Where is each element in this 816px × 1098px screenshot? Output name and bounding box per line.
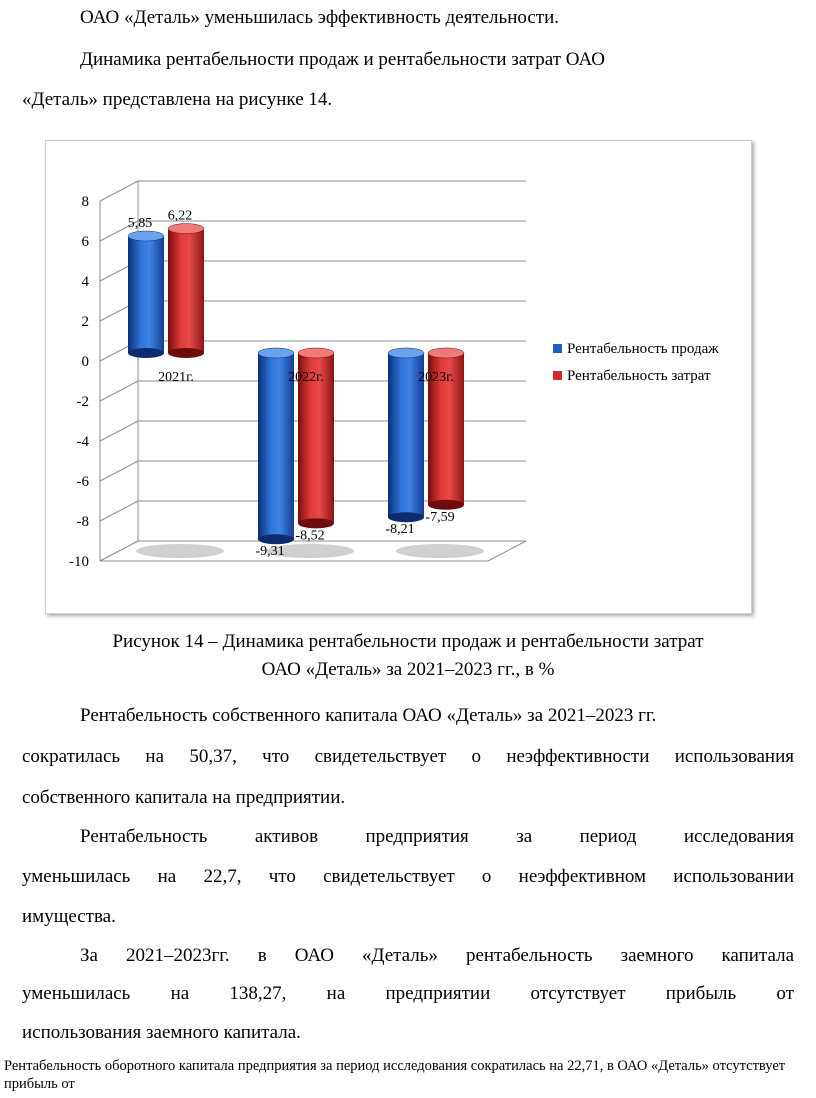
y-tick-label: -10 xyxy=(69,554,89,570)
text-line-3: «Деталь» представлена на рисунке 14. xyxy=(22,89,333,110)
footer-text: Рентабельность оборотного капитала предприятия за период исследования сократилась на 22,71, в ОАО «Деталь» отсутствует прибыль от xyxy=(4,1058,786,1092)
p3-line-1: За 2021–2023гг. в ОАО «Деталь» рентабельность заемного капитала xyxy=(80,945,794,966)
chart-legend xyxy=(553,341,719,384)
bar-end-cap xyxy=(428,500,464,510)
bar-end-cap xyxy=(298,518,334,528)
bar-sales-1 xyxy=(128,236,164,353)
y-tick-label: 0 xyxy=(81,354,89,370)
y-tick-label: -8 xyxy=(76,514,89,530)
bar-top-cap xyxy=(168,224,204,234)
gridline-diagonal xyxy=(100,381,138,401)
data-label: 5,85 xyxy=(127,216,153,231)
floor-shadow xyxy=(396,544,484,558)
p2-line-2: уменьшилась на 22,7, что свидетельствует о неэффективном использовании xyxy=(22,866,794,887)
bar-end-cap xyxy=(388,512,424,522)
figure-caption-line-2: ОАО «Деталь» за 2021–2023 гг., в % xyxy=(261,659,555,680)
bar-end-cap xyxy=(258,534,294,544)
legend-swatch xyxy=(553,371,562,380)
floor-shadow xyxy=(136,544,224,558)
y-tick-label: -4 xyxy=(76,434,89,450)
bar-top-cap xyxy=(128,231,164,241)
bar-costs-1 xyxy=(168,229,204,353)
legend-label: Рентабельность продаж xyxy=(567,341,719,357)
gridline-diagonal xyxy=(100,181,138,201)
gridline-diagonal xyxy=(100,461,138,481)
figure-caption-line-1: Рисунок 14 – Динамика рентабельности продаж и рентабельности затрат xyxy=(112,631,704,652)
bar-top-cap xyxy=(428,348,464,358)
p3-line-3: использования заемного капитала. xyxy=(22,1022,301,1043)
bar-end-cap xyxy=(168,348,204,358)
bar-top-cap xyxy=(258,348,294,358)
y-tick-label: 4 xyxy=(81,274,89,290)
figure-14-chart xyxy=(45,140,752,614)
p1-line-3: собственного капитала на предприятии. xyxy=(22,787,346,808)
chart-floor xyxy=(100,541,526,561)
bar-end-cap xyxy=(128,348,164,358)
bar-top-cap xyxy=(388,348,424,358)
data-label: -9,31 xyxy=(255,544,285,560)
p2-line-1: Рентабельность активов предприятия за период исследования xyxy=(80,826,794,847)
y-tick-label: -6 xyxy=(76,474,89,490)
y-tick-label: 8 xyxy=(81,194,89,210)
x-tick-label: 2021г. xyxy=(158,370,194,385)
data-label: 6,22 xyxy=(167,208,193,224)
bar-top-cap xyxy=(298,348,334,358)
gridline-diagonal xyxy=(100,421,138,441)
data-label: -8,21 xyxy=(385,522,415,538)
data-label: -7,59 xyxy=(425,509,455,525)
text-line-2: Динамика рентабельности продаж и рентабельности затрат ОАО xyxy=(80,49,606,70)
y-tick-label: 6 xyxy=(81,234,89,250)
legend-swatch xyxy=(553,344,562,353)
legend-label: Рентабельность затрат xyxy=(567,368,711,384)
data-label: -8,52 xyxy=(295,528,325,544)
p3-line-2: уменьшилась на 138,27, на предприятии отсутствует прибыль от xyxy=(22,983,794,1004)
p1-line-1: Рентабельность собственного капитала ОАО «Деталь» за 2021–2023 гг. xyxy=(80,705,657,726)
p1-line-2: сократилась на 50,37, что свидетельствует о неэффективности использования xyxy=(22,746,794,767)
y-tick-label: 2 xyxy=(81,314,89,330)
gridline-diagonal xyxy=(100,501,138,521)
x-tick-label: 2023г. xyxy=(418,370,454,385)
text-line-1: ОАО «Деталь» уменьшилась эффективность деятельности. xyxy=(80,7,559,28)
p2-line-3: имущества. xyxy=(22,906,116,927)
x-tick-label: 2022г. xyxy=(288,370,324,385)
chart-svg xyxy=(46,141,751,613)
y-tick-label: -2 xyxy=(76,394,89,410)
